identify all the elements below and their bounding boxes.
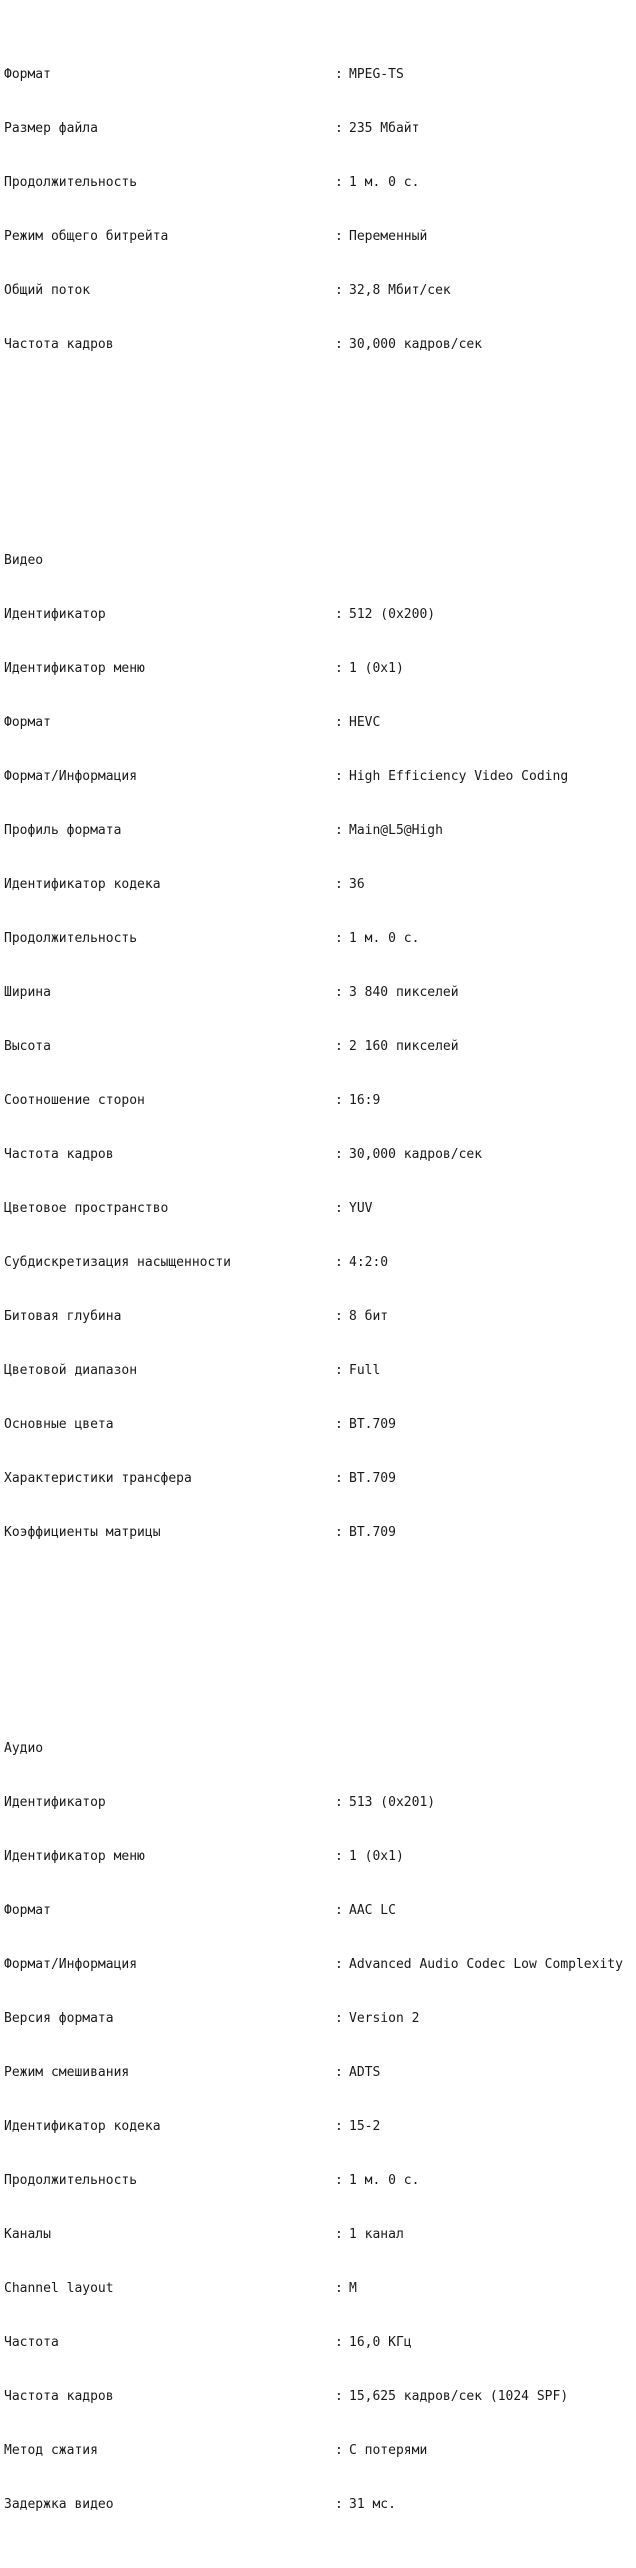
field-label: Субдискретизация насыщенности: [4, 1255, 231, 1270]
field-label: Идентификатор меню: [4, 661, 145, 676]
field-value: 1 (0x1): [349, 661, 404, 676]
field-label: Частота кадров: [4, 1147, 114, 1162]
field-label: Характеристики трансфера: [4, 1471, 192, 1486]
field-separator: :: [335, 337, 343, 352]
field-separator: :: [335, 1795, 343, 1810]
field-label: Идентификатор: [4, 607, 106, 622]
info-row: [4, 1092, 636, 1110]
field-separator: :: [335, 229, 343, 244]
info-row: [4, 606, 636, 624]
field-separator: :: [335, 1957, 343, 1972]
field-separator: :: [335, 2065, 343, 2080]
info-row: [4, 2496, 636, 2514]
field-label: Режим общего битрейта: [4, 229, 169, 244]
field-separator: :: [335, 2173, 343, 2188]
field-separator: :: [335, 1255, 343, 1270]
field-value: MPEG-TS: [349, 67, 404, 82]
field-label: Размер файла: [4, 121, 98, 136]
field-value: YUV: [349, 1201, 373, 1216]
field-value: 30,000 кадров/сек: [349, 337, 483, 352]
field-label: Идентификатор меню: [4, 1849, 145, 1864]
field-label: Основные цвета: [4, 1417, 114, 1432]
field-value: 2 160 пикселей: [349, 1039, 459, 1054]
field-separator: :: [335, 1201, 343, 1216]
field-separator: :: [335, 931, 343, 946]
field-separator: :: [335, 877, 343, 892]
field-label: Идентификатор: [4, 1795, 106, 1810]
info-row: [4, 984, 636, 1002]
field-value: 1 м. 0 с.: [349, 2173, 420, 2188]
info-row: [4, 1470, 636, 1488]
field-separator: :: [335, 985, 343, 1000]
field-value: ADTS: [349, 2065, 381, 2080]
section-spacer: [4, 444, 636, 462]
info-row: [4, 1362, 636, 1380]
field-label: Общий поток: [4, 283, 91, 298]
field-value: С потерями: [349, 2443, 428, 2458]
field-value: 3 840 пикселей: [349, 985, 459, 1000]
field-separator: :: [335, 2119, 343, 2134]
field-value: 16,0 КГц: [349, 2335, 412, 2350]
field-separator: :: [335, 2281, 343, 2296]
field-value: High Efficiency Video Coding: [349, 769, 569, 784]
field-label: Каналы: [4, 2227, 51, 2242]
field-separator: :: [335, 121, 343, 136]
info-row: [4, 930, 636, 948]
info-row: [4, 822, 636, 840]
field-separator: :: [335, 661, 343, 676]
info-row: [4, 660, 636, 678]
field-value: 32,8 Мбит/сек: [349, 283, 451, 298]
info-row: [4, 1308, 636, 1326]
field-value: 15,625 кадров/сек (1024 SPF): [349, 2389, 569, 2404]
media-info-report: [4, 0, 636, 2568]
field-value: 31 мс.: [349, 2497, 396, 2512]
field-label: Частота кадров: [4, 2389, 114, 2404]
field-separator: :: [335, 2443, 343, 2458]
field-value: 235 Мбайт: [349, 121, 420, 136]
field-separator: :: [335, 175, 343, 190]
field-label: Формат: [4, 1903, 51, 1918]
audio-section: [4, 1704, 636, 2550]
info-row: [4, 1416, 636, 1434]
field-value: Advanced Audio Codec Low Complexity: [349, 1957, 623, 1972]
field-label: Ширина: [4, 985, 51, 1000]
info-row: [4, 2118, 636, 2136]
field-value: BT.709: [349, 1471, 396, 1486]
section-spacer: [4, 1632, 636, 1650]
info-row: [4, 1794, 636, 1812]
field-label: Формат/Информация: [4, 1957, 138, 1972]
info-row: [4, 2280, 636, 2298]
info-row: [4, 2388, 636, 2406]
info-row: [4, 1848, 636, 1866]
field-separator: :: [335, 2497, 343, 2512]
info-row: [4, 768, 636, 786]
field-label: Профиль формата: [4, 823, 122, 838]
field-value: 8 бит: [349, 1309, 389, 1324]
field-value: 36: [349, 877, 365, 892]
field-separator: :: [335, 1039, 343, 1054]
info-row: [4, 2442, 636, 2460]
field-separator: :: [335, 1147, 343, 1162]
field-label: Высота: [4, 1039, 51, 1054]
field-value: 1 (0x1): [349, 1849, 404, 1864]
info-row: [4, 282, 636, 300]
info-row: [4, 228, 636, 246]
field-label: Формат: [4, 715, 51, 730]
field-value: HEVC: [349, 715, 381, 730]
info-row: [4, 2334, 636, 2352]
info-row: [4, 714, 636, 732]
field-separator: :: [335, 607, 343, 622]
info-row: [4, 876, 636, 894]
info-row: [4, 120, 636, 138]
field-value: AAC LC: [349, 1903, 396, 1918]
field-separator: :: [335, 2011, 343, 2026]
field-separator: :: [335, 1417, 343, 1432]
field-separator: :: [335, 715, 343, 730]
field-label: Режим смешивания: [4, 2065, 130, 2080]
info-row: [4, 1956, 636, 1974]
audio-section-title: Аудио: [4, 1741, 44, 1756]
field-label: Задержка видео: [4, 2497, 114, 2512]
general-section: [4, 30, 636, 390]
field-separator: :: [335, 67, 343, 82]
field-label: Частота кадров: [4, 337, 114, 352]
field-label: Формат: [4, 67, 51, 82]
field-label: Метод сжатия: [4, 2443, 98, 2458]
info-row: [4, 174, 636, 192]
info-row: [4, 2172, 636, 2190]
field-value: 4:2:0: [349, 1255, 389, 1270]
info-row: [4, 336, 636, 354]
field-separator: :: [335, 1471, 343, 1486]
field-value: 513 (0x201): [349, 1795, 436, 1810]
field-label: Цветовой диапазон: [4, 1363, 138, 1378]
field-separator: :: [335, 769, 343, 784]
field-label: Частота: [4, 2335, 59, 2350]
info-row: [4, 1200, 636, 1218]
field-separator: :: [335, 2389, 343, 2404]
field-value: Version 2: [349, 2011, 420, 2026]
field-value: 1 м. 0 с.: [349, 175, 420, 190]
video-section: [4, 516, 636, 1578]
field-separator: :: [335, 1903, 343, 1918]
field-separator: :: [335, 1093, 343, 1108]
info-row: [4, 2064, 636, 2082]
field-label: Соотношение сторон: [4, 1093, 145, 1108]
field-label: Коэффициенты матрицы: [4, 1525, 161, 1540]
field-label: Версия формата: [4, 2011, 114, 2026]
field-value: 16:9: [349, 1093, 381, 1108]
field-value: 30,000 кадров/сек: [349, 1147, 483, 1162]
video-section-title: Видео: [4, 553, 44, 568]
info-row: [4, 1254, 636, 1272]
info-row: [4, 1038, 636, 1056]
field-separator: :: [335, 1525, 343, 1540]
field-value: 512 (0x200): [349, 607, 436, 622]
field-value: Main@L5@High: [349, 823, 443, 838]
field-label: Цветовое пространство: [4, 1201, 169, 1216]
field-value: BT.709: [349, 1525, 396, 1540]
field-value: 15-2: [349, 2119, 381, 2134]
field-label: Продолжительность: [4, 931, 138, 946]
field-separator: :: [335, 1849, 343, 1864]
field-separator: :: [335, 1363, 343, 1378]
field-label: Идентификатор кодека: [4, 2119, 161, 2134]
info-row: [4, 1902, 636, 1920]
field-label: Channel layout: [4, 2281, 114, 2296]
field-separator: :: [335, 823, 343, 838]
field-value: 1 канал: [349, 2227, 404, 2242]
field-value: Full: [349, 1363, 381, 1378]
field-value: BT.709: [349, 1417, 396, 1432]
field-separator: :: [335, 2227, 343, 2242]
info-row: [4, 2010, 636, 2028]
field-value: 1 м. 0 с.: [349, 931, 420, 946]
field-separator: :: [335, 1309, 343, 1324]
field-label: Битовая глубина: [4, 1309, 122, 1324]
info-row: [4, 66, 636, 84]
field-value: M: [349, 2281, 357, 2296]
field-separator: :: [335, 283, 343, 298]
field-value: Переменный: [349, 229, 428, 244]
field-label: Продолжительность: [4, 2173, 138, 2188]
info-row: [4, 1524, 636, 1542]
info-row: [4, 2226, 636, 2244]
field-label: Продолжительность: [4, 175, 138, 190]
field-label: Идентификатор кодека: [4, 877, 161, 892]
field-label: Формат/Информация: [4, 769, 138, 784]
info-row: [4, 1146, 636, 1164]
field-separator: :: [335, 2335, 343, 2350]
